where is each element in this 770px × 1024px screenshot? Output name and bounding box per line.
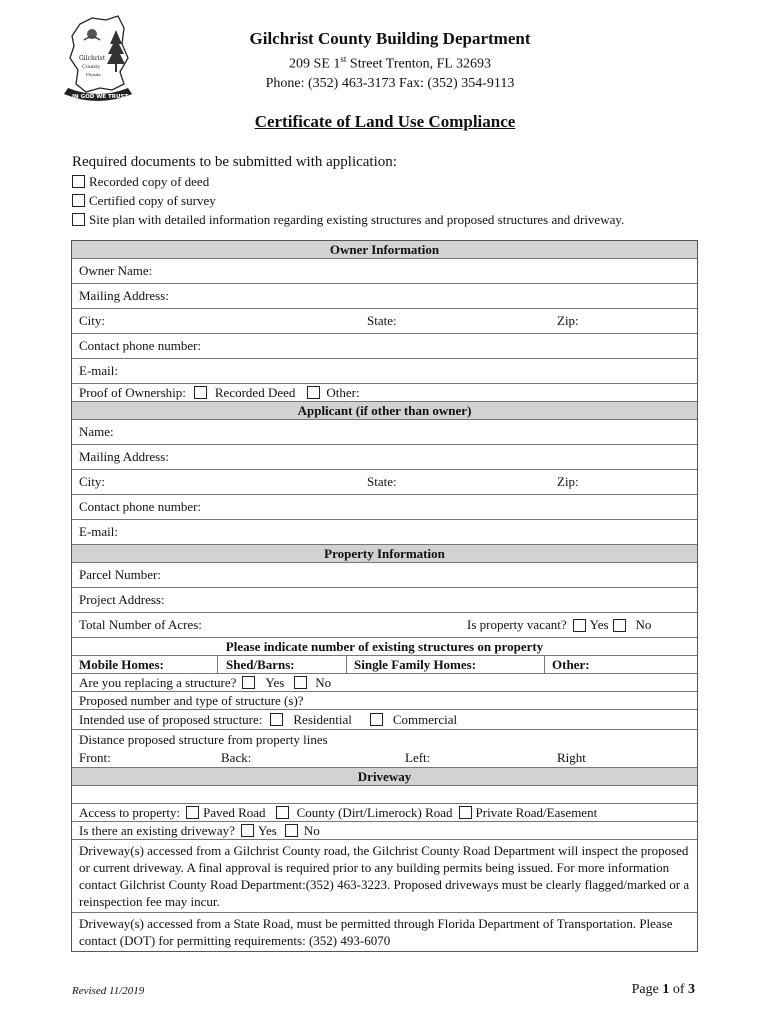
required-item-deed: Recorded copy of deed: [72, 172, 624, 191]
structures-columns: [72, 656, 697, 674]
owner-mailing-field[interactable]: Mailing Address:: [72, 284, 697, 309]
deed-checkbox[interactable]: [72, 175, 85, 188]
owner-state-label: State:: [367, 313, 397, 328]
applicant-city-label: City:: [79, 474, 106, 489]
svg-text:Florida: Florida: [86, 72, 101, 77]
required-documents: [72, 153, 624, 229]
page-number: Page 1 of 3: [631, 982, 695, 997]
structures-heading: Please indicate number of existing structures on property: [72, 638, 697, 656]
vacant-no-checkbox[interactable]: [613, 619, 626, 632]
private-road-checkbox[interactable]: [459, 806, 472, 819]
distance-label: Distance proposed structure from property lines: [79, 732, 328, 747]
existing-no-checkbox[interactable]: [285, 824, 298, 837]
project-address-field[interactable]: Project Address:: [72, 588, 697, 613]
owner-name-field[interactable]: Owner Name:: [72, 259, 697, 284]
parcel-number-field[interactable]: Parcel Number:: [72, 563, 697, 588]
applicant-name-field[interactable]: Name:: [72, 420, 697, 445]
county-road-checkbox[interactable]: [276, 806, 289, 819]
existing-yes-checkbox[interactable]: [241, 824, 254, 837]
applicant-email-field[interactable]: E-mail:: [72, 520, 697, 545]
letterhead: [200, 28, 580, 93]
front-label: Front:: [79, 750, 111, 765]
department-phone: Phone: (352) 463-3173 Fax: (352) 354-9113: [265, 75, 515, 91]
vacant-yes-checkbox[interactable]: [573, 619, 586, 632]
applicant-mailing-field[interactable]: Mailing Address:: [72, 445, 697, 470]
department-address: 209 SE 1st Street Trenton, FL 32693: [289, 54, 491, 72]
replacing-structure-row: Are you replacing a structure? Yes No: [72, 674, 697, 692]
applicant-phone-field[interactable]: Contact phone number:: [72, 495, 697, 520]
commercial-checkbox[interactable]: [370, 713, 383, 726]
svg-text:Gilchrist: Gilchrist: [79, 55, 106, 62]
distance-row[interactable]: [72, 730, 697, 768]
owner-phone-field[interactable]: Contact phone number:: [72, 334, 697, 359]
driveway-blank-row: [72, 786, 697, 804]
state-driveway-note: Driveway(s) accessed from a State Road, must be permitted through Florida Department of Transportation. Please contact (DOT) for permitting requirements: (352) 493-6070: [79, 916, 673, 948]
application-form-table: [71, 240, 698, 952]
required-item-site-plan: Site plan with detailed information regarding existing structures and proposed structures and driveway.: [72, 210, 624, 229]
proof-other-checkbox[interactable]: [307, 386, 320, 399]
svg-text:IN GOD WE TRUST: IN GOD WE TRUST: [72, 94, 129, 100]
applicant-state-label: State:: [367, 474, 397, 489]
back-label: Back:: [221, 750, 252, 765]
owner-city-row[interactable]: [72, 309, 697, 334]
owner-zip-label: Zip:: [557, 313, 579, 328]
department-name: Gilchrist County Building Department: [249, 29, 531, 48]
access-row: Access to property: Paved Road County (Dirt/Limerock) Road Private Road/Easement: [72, 804, 697, 822]
applicant-zip-label: Zip:: [557, 474, 579, 489]
required-item-survey: Certified copy of survey: [72, 191, 624, 210]
vacant-question: Is property vacant? Yes No: [467, 617, 652, 632]
owner-section-heading: Owner Information: [72, 241, 697, 259]
other-structures-cell[interactable]: Other:: [552, 656, 590, 672]
right-label: Right: [557, 750, 586, 765]
county-driveway-note: Driveway(s) accessed from a Gilchrist County road, the Gilchrist County Road Department will inspect the proposed or current driveway. A final approval is required prior to any building permits being issued. For more information contact Gilchrist County Road Department:(352) 463-3223. Proposed driveways must be clearly flagged/marked or a reinspection fee may incur.: [72, 840, 697, 913]
applicant-city-row[interactable]: [72, 470, 697, 495]
survey-checkbox[interactable]: [72, 194, 85, 207]
applicant-section-heading: Applicant (if other than owner): [72, 402, 697, 420]
owner-city-label: City:: [79, 313, 106, 328]
distance-fields: [79, 749, 690, 767]
proof-of-ownership-row: Proof of Ownership: Recorded Deed Other:: [72, 384, 697, 402]
acres-row[interactable]: [72, 613, 697, 638]
document-title: Certificate of Land Use Compliance: [254, 112, 516, 131]
revision-date: Revised 11/2019: [72, 985, 145, 997]
svg-text:County: County: [82, 64, 101, 70]
replacing-no-checkbox[interactable]: [294, 676, 307, 689]
sheds-barns-cell[interactable]: Shed/Barns:: [218, 656, 347, 673]
property-section-heading: Property Information: [72, 545, 697, 563]
county-seal-logo: [62, 14, 138, 106]
driveway-section-heading: Driveway: [72, 768, 697, 786]
proposed-structure-field[interactable]: Proposed number and type of structure (s)?: [72, 692, 697, 710]
recorded-deed-checkbox[interactable]: [194, 386, 207, 399]
replacing-yes-checkbox[interactable]: [242, 676, 255, 689]
existing-driveway-row: Is there an existing driveway? Yes No: [72, 822, 697, 840]
acres-label: Total Number of Acres:: [79, 617, 202, 632]
single-family-cell[interactable]: Single Family Homes:: [347, 656, 545, 673]
site-plan-checkbox[interactable]: [72, 213, 85, 226]
intended-use-row: Intended use of proposed structure: Residential Commercial: [72, 710, 697, 730]
required-documents-lead: Required documents to be submitted with application:: [72, 154, 397, 170]
residential-checkbox[interactable]: [270, 713, 283, 726]
paved-road-checkbox[interactable]: [186, 806, 199, 819]
owner-email-field[interactable]: E-mail:: [72, 359, 697, 384]
mobile-homes-cell[interactable]: Mobile Homes:: [72, 656, 218, 673]
left-label: Left:: [405, 750, 431, 765]
